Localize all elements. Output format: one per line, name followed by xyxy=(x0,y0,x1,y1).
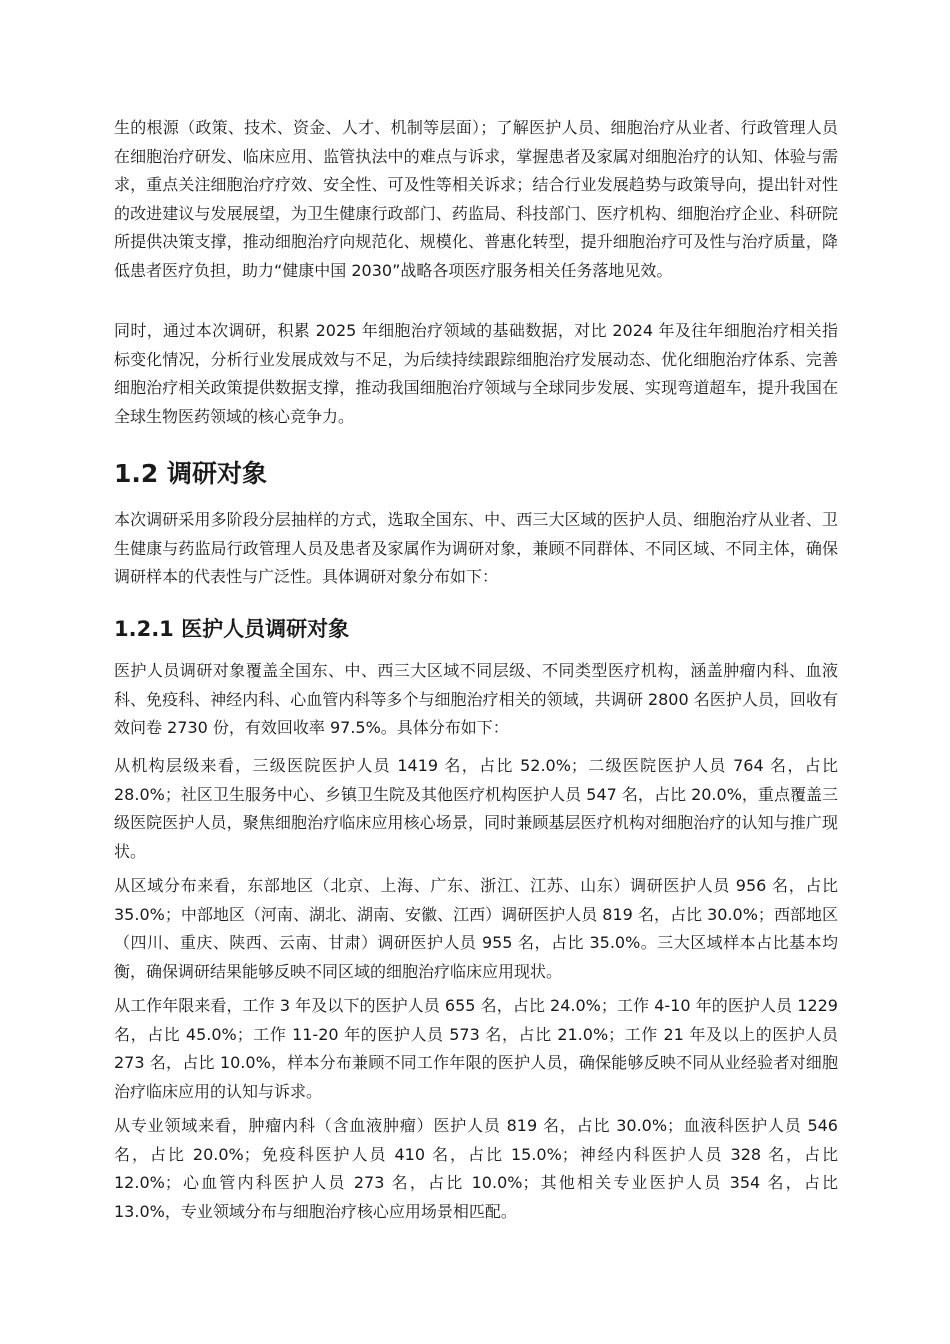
medical-staff-overview-paragraph: 医护人员调研对象覆盖全国东、中、西三大区域不同层级、不同类型医疗机构，涵盖肿瘤内科、血液科、免疫科、神经内科、心血管内科等多个与细胞治疗相关的领域，共调研 2800 名医护人员，回收有效问卷 2730 份，有效回收率 97.5%。具体分布如下： xyxy=(114,661,838,738)
institution-level-paragraph: 从机构层级来看，三级医院医护人员 1419 名，占比 52.0%；二级医院医护人员 764 名，占比 28.0%；社区卫生服务中心、乡镇卫生院及其他医疗机构医护人员 547 名，占比 20.0%，重点覆盖三级医院医护人员，聚焦细胞治疗临床应用核心场景，同时兼顾基层医疗机构对细胞治疗的认知与推广现状。 xyxy=(114,756,838,861)
survey-objects-paragraph: 本次调研采用多阶段分层抽样的方式，选取全国东、中、西三大区域的医护人员、细胞治疗从业者、卫生健康与药监局行政管理人员及患者及家属作为调研对象，兼顾不同群体、不同区域、不同主体，确保调研样本的代表性与广泛性。具体调研对象分布如下： xyxy=(114,510,838,587)
regional-distribution-paragraph: 从区域分布来看，东部地区（北京、上海、广东、浙江、江苏、山东）调研医护人员 956 名，占比 35.0%；中部地区（河南、湖北、湖南、安徽、江西）调研医护人员 819 名，占比 30.0%；西部地区（四川、重庆、陕西、云南、甘肃）调研医护人员 955 名，占比 35.0%。三大区域样本占比基本均衡，确保调研结果能够反映不同区域的细胞治疗临床应用现状。 xyxy=(114,876,838,981)
subsection-heading-1-2-1: 1.2.1 医护人员调研对象 xyxy=(114,617,350,641)
specialty-paragraph: 从专业领域来看，肿瘤内科（含血液肿瘤）医护人员 819 名，占比 30.0%；血液科医护人员 546 名，占比 20.0%；免疫科医护人员 410 名，占比 15.0%；神经内科医护人员 328 名，占比 12.0%；心血管内科医护人员 273 名，占比 10.0%；其他相关专业医护人员 354 名，占比 13.0%，专业领域分布与细胞治疗核心应用场景相匹配。 xyxy=(114,1116,838,1221)
section-heading-1-2: 1.2 调研对象 xyxy=(114,459,267,488)
work-years-paragraph: 从工作年限来看，工作 3 年及以下的医护人员 655 名，占比 24.0%；工作 4-10 年的医护人员 1229 名，占比 45.0%；工作 11-20 年的医护人员 573 名，占比 21.0%；工作 21 年及以上的医护人员 273 名，占比 10.0%，样本分布兼顾不同工作年限的医护人员，确保能够反映不同从业经验者对细胞治疗临床应用的认知与诉求。 xyxy=(114,996,838,1101)
intro-paragraph: 生的根源（政策、技术、资金、人才、机制等层面）；了解医护人员、细胞治疗从业者、行政管理人员在细胞治疗研发、临床应用、监管执法中的难点与诉求，掌握患者及家属对细胞治疗的认知、体验与需求，重点关注细胞治疗疗效、安全性、可及性等相关诉求；结合行业发展趋势与政策导向，提出针对性的改进建议与发展展望，为卫生健康行政部门、药监局、科技部门、医疗机构、细胞治疗企业、科研院所提供决策支撑，推动细胞治疗向规范化、规模化、普惠化转型，提升细胞治疗可及性与治疗质量，降低患者医疗负担，助力“健康中国 2030”战略各项医疗服务相关任务落地见效。 xyxy=(114,118,838,280)
intro-paragraph-2: 同时，通过本次调研，积累 2025 年细胞治疗领域的基础数据，对比 2024 年及往年细胞治疗相关指标变化情况，分析行业发展成效与不足，为后续持续跟踪细胞治疗发展动态、优化细胞治疗体系、完善细胞治疗相关政策提供数据支撑，推动我国细胞治疗领域与全球同步发展、实现弯道超车，提升我国在全球生物医药领域的核心竞争力。 xyxy=(114,321,838,426)
